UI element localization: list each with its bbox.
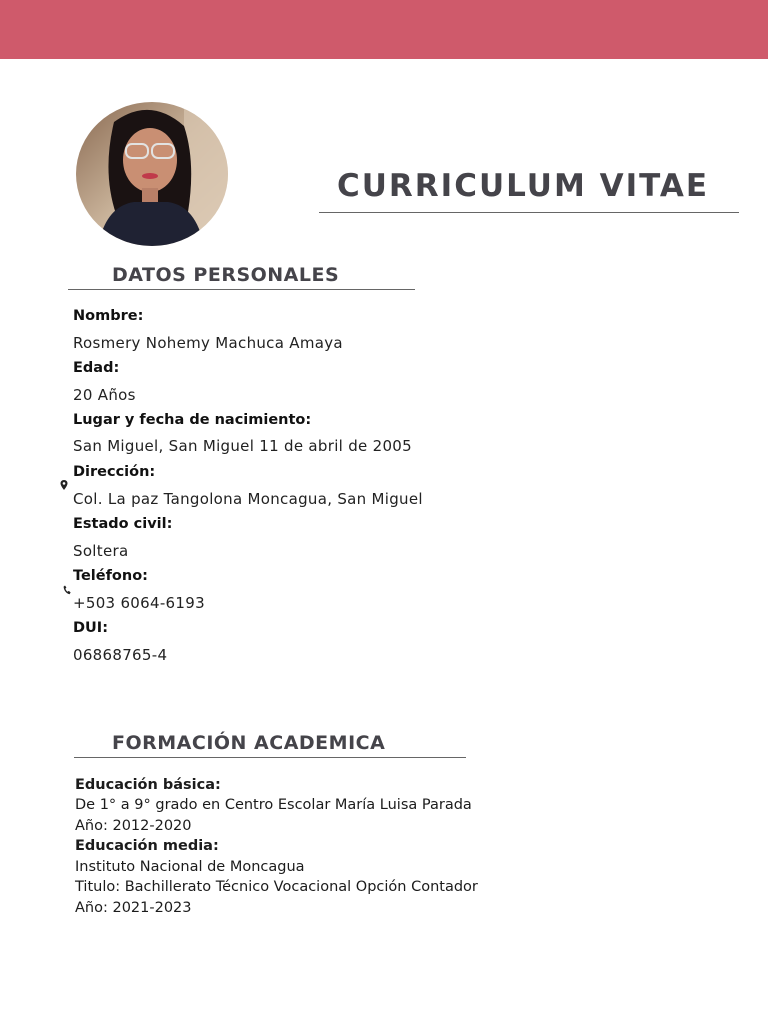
header-band	[0, 0, 768, 59]
education-secondary-degree: Titulo: Bachillerato Técnico Vocacional Opción Contador	[75, 879, 478, 895]
field-label-phone: Teléfono:	[73, 568, 148, 584]
education-basic-years: Año: 2012-2020	[75, 818, 192, 834]
field-value-birth: San Miguel, San Miguel 11 de abril de 2005	[73, 437, 412, 455]
field-value-civil-status: Soltera	[73, 542, 129, 560]
field-value-age: 20 Años	[73, 386, 136, 404]
field-value-name: Rosmery Nohemy Machuca Amaya	[73, 334, 343, 352]
section-title-personal: DATOS PERSONALES	[112, 264, 340, 286]
location-pin-icon	[60, 480, 68, 490]
section-divider-personal	[68, 289, 415, 290]
field-label-age: Edad:	[73, 360, 120, 376]
phone-icon	[63, 585, 71, 595]
education-secondary-heading: Educación media:	[75, 838, 219, 854]
field-value-phone: +503 6064-6193	[73, 594, 205, 612]
profile-photo	[76, 102, 228, 246]
field-value-dui: 06868765-4	[73, 646, 168, 664]
section-divider-education	[74, 757, 466, 758]
field-value-address: Col. La paz Tangolona Moncagua, San Miguel	[73, 490, 423, 508]
section-title-education: FORMACIÓN ACADEMICA	[112, 732, 386, 754]
education-secondary-years: Año: 2021-2023	[75, 900, 192, 916]
education-secondary-school: Instituto Nacional de Moncagua	[75, 859, 305, 875]
title-underline	[319, 212, 739, 213]
field-label-dui: DUI:	[73, 620, 109, 636]
education-basic-heading: Educación básica:	[75, 777, 221, 793]
field-label-civil-status: Estado civil:	[73, 516, 173, 532]
field-label-address: Dirección:	[73, 464, 156, 480]
education-basic-detail: De 1° a 9° grado en Centro Escolar María Luisa Parada	[75, 797, 472, 813]
field-label-birth: Lugar y fecha de nacimiento:	[73, 412, 312, 428]
document-title: CURRICULUM VITAE	[337, 168, 710, 204]
field-label-name: Nombre:	[73, 308, 144, 324]
